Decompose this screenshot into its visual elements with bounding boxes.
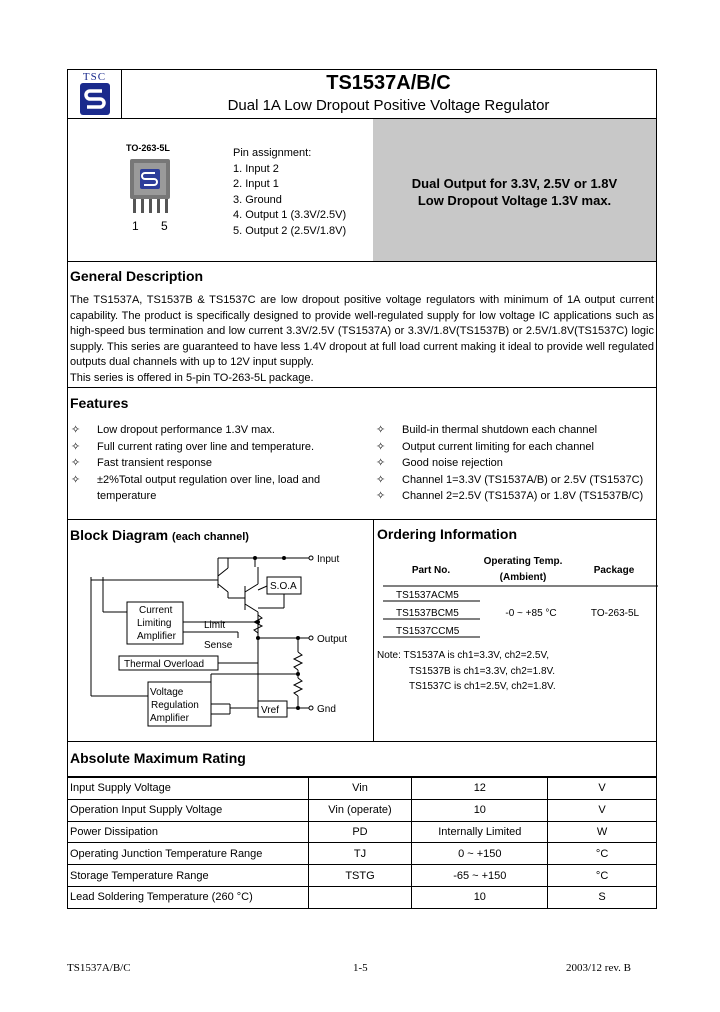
- table-row: [68, 886, 657, 908]
- unit-cell: °C: [548, 843, 657, 865]
- footer-revision: 2003/12 rev. B: [566, 962, 631, 974]
- input-pin-label: Input: [317, 554, 340, 565]
- note-line: Note: TS1537A is ch1=3.3V, ch2=2.5V,: [377, 650, 549, 661]
- voltage-amp-label-1: Voltage: [150, 687, 184, 698]
- pin-5-label: 5: [161, 219, 168, 233]
- current-amp-label-3: Amplifier: [137, 631, 176, 642]
- part-cell: TS1537BCM5: [396, 608, 459, 619]
- column-divider: [373, 520, 374, 741]
- table-row: [68, 778, 657, 800]
- bullet-icon: ✧: [376, 440, 386, 453]
- table-row: [68, 799, 657, 821]
- description-text: [70, 293, 654, 387]
- table-row: [68, 865, 657, 887]
- symbol-cell: PD: [308, 821, 412, 843]
- param-cell: Input Supply Voltage: [68, 778, 309, 800]
- temp-cell: -0 ~ +85 °C: [505, 608, 557, 619]
- value-cell: 10: [412, 799, 548, 821]
- value-cell: Internally Limited: [412, 821, 548, 843]
- bullet-icon: ✧: [71, 440, 81, 453]
- thermal-label: Thermal Overload: [124, 659, 205, 670]
- description-paragraph: The TS1537A, TS1537B & TS1537C are low dropout positive voltage regulators with minimum of 1A output current capability. The product is specifically designed to provide well-regulated supply for low voltage IC applications such as high-speed bus termination and low current 3.3V/2.5V (TS1537A) or 3.3V/1.8V(TS1537B) or 2.5V/1.8V(TS1537C) logic supply. This series are guaranteed to have less 1.4V dropout at full load current making it ideal to provide well regulated outputs dual channels with up to 12V input supply.: [70, 294, 654, 369]
- voltage-amp-label-2: Regulation: [151, 700, 199, 711]
- section-title: Features: [70, 395, 129, 411]
- general-description-section: [67, 262, 657, 388]
- param-cell: Operation Input Supply Voltage: [68, 799, 309, 821]
- logo-text: TSC: [82, 71, 107, 83]
- value-cell: 0 ~ +150: [412, 843, 548, 865]
- pin-assignment: [233, 146, 346, 240]
- pin-item: 2. Input 1: [233, 178, 279, 191]
- header-part-no: Part No.: [411, 565, 451, 576]
- description-paragraph-2: This series is offered in 5-pin TO-263-5L package.: [70, 371, 314, 384]
- unit-cell: °C: [548, 865, 657, 887]
- symbol-cell: Vin: [308, 778, 412, 800]
- pin-item: 1. Input 2: [233, 162, 279, 175]
- param-cell: Lead Soldering Temperature (260 °C): [68, 886, 309, 908]
- symbol-cell: TSTG: [308, 865, 412, 887]
- package-panel: [67, 119, 657, 262]
- section-title: Absolute Maximum Rating: [70, 750, 246, 766]
- page-title: TS1537A/B/C: [326, 72, 451, 94]
- current-amp-label-1: Current: [139, 605, 173, 616]
- footer-page: 1-5: [353, 962, 368, 974]
- ordering-title: Ordering Information: [377, 526, 517, 542]
- highlight-panel: [373, 119, 656, 261]
- features-left-list: ✧ Low dropout performance 1.3V max. ✧ Full current rating over line and temperature. ✧ Fast transient response ✧ ±2%Total output regulation over line, load and temperature: [71, 424, 321, 502]
- gnd-pin-label: Gnd: [317, 704, 336, 715]
- highlight-line-2: Low Dropout Voltage 1.3V max.: [417, 193, 612, 208]
- ordering-notes: [377, 648, 556, 695]
- block-diagram: [68, 520, 373, 741]
- sense-label: Sense: [204, 640, 233, 651]
- note-line: TS1537C is ch1=2.5V, ch2=1.8V.: [409, 681, 556, 692]
- company-logo: [68, 70, 122, 118]
- current-amp-label-2: Limiting: [137, 618, 172, 629]
- package-chip-icon: [126, 159, 174, 215]
- value-cell: 10: [412, 886, 548, 908]
- table-row: [68, 843, 657, 865]
- bullet-icon: ✧: [376, 457, 386, 469]
- footer-part: TS1537A/B/C: [67, 962, 131, 974]
- pin-item: 3. Ground: [233, 193, 282, 206]
- output-pin-label: Output: [317, 634, 348, 645]
- highlight-line-1: Dual Output for 3.3V, 2.5V or 1.8V: [411, 176, 618, 191]
- value-cell: -65 ~ +150: [412, 865, 548, 887]
- limit-label: Limit: [204, 620, 226, 631]
- bullet-icon: ✧: [376, 424, 386, 436]
- bullet-icon: ✧: [71, 457, 81, 469]
- section-title: General Description: [70, 268, 204, 284]
- symbol-cell: Vin (operate): [308, 799, 412, 821]
- symbol-cell: TJ: [308, 843, 412, 865]
- unit-cell: W: [548, 821, 657, 843]
- abs-max-heading: [67, 742, 657, 777]
- bullet-icon: ✧: [71, 473, 81, 486]
- param-cell: Operating Junction Temperature Range: [68, 843, 309, 865]
- pin-item: 5. Output 2 (2.5V/1.8V): [233, 224, 347, 237]
- symbol-cell: [308, 886, 412, 908]
- header-temp: Operating Temp.: [483, 556, 563, 567]
- ordering-table: [383, 550, 658, 640]
- features-section: [67, 388, 657, 520]
- soa-label: S.O.A: [270, 581, 297, 592]
- value-cell: 12: [412, 778, 548, 800]
- bullet-icon: ✧: [71, 424, 81, 436]
- header-package: Package: [593, 565, 635, 576]
- table-row: [68, 821, 657, 843]
- package-label: TO-263-5L: [126, 143, 170, 153]
- package-cell: TO-263-5L: [590, 608, 640, 619]
- part-cell: TS1537ACM5: [396, 590, 459, 601]
- pin-1-label: 1: [132, 219, 139, 233]
- page-subtitle: Dual 1A Low Dropout Positive Voltage Regulator: [227, 97, 550, 114]
- bullet-icon: ✧: [376, 473, 386, 486]
- vref-label: Vref: [261, 705, 279, 716]
- unit-cell: V: [548, 799, 657, 821]
- unit-cell: S: [548, 886, 657, 908]
- part-cell: TS1537CCM5: [396, 626, 460, 637]
- abs-max-table: [67, 777, 657, 909]
- voltage-amp-label-3: Amplifier: [150, 713, 189, 724]
- logo-s-icon: [80, 83, 110, 115]
- unit-cell: V: [548, 778, 657, 800]
- features-right-list: ✧ Build-in thermal shutdown each channel ✧ Output current limiting for each channel ✧ Good noise rejection ✧ Channel 1=3.3V (TS1537A/B) or 2.5V (TS1537C) ✧ Channel 2=2.5V (TS1537A) or 1.8V (TS1537B/C): [376, 422, 656, 512]
- pin-item: 4. Output 1 (3.3V/2.5V): [233, 209, 347, 222]
- note-line: TS1537B is ch1=3.3V, ch2=1.8V.: [409, 665, 556, 677]
- param-cell: Power Dissipation: [68, 821, 309, 843]
- pin-title: Pin assignment:: [233, 147, 312, 159]
- diagram-ordering-section: [67, 520, 657, 742]
- document-header: [67, 69, 657, 119]
- param-cell: Storage Temperature Range: [68, 865, 309, 887]
- block-diagram-title: Block Diagram (each channel): [70, 527, 249, 543]
- bullet-icon: ✧: [376, 490, 386, 502]
- header-ambient: (Ambient): [499, 572, 547, 583]
